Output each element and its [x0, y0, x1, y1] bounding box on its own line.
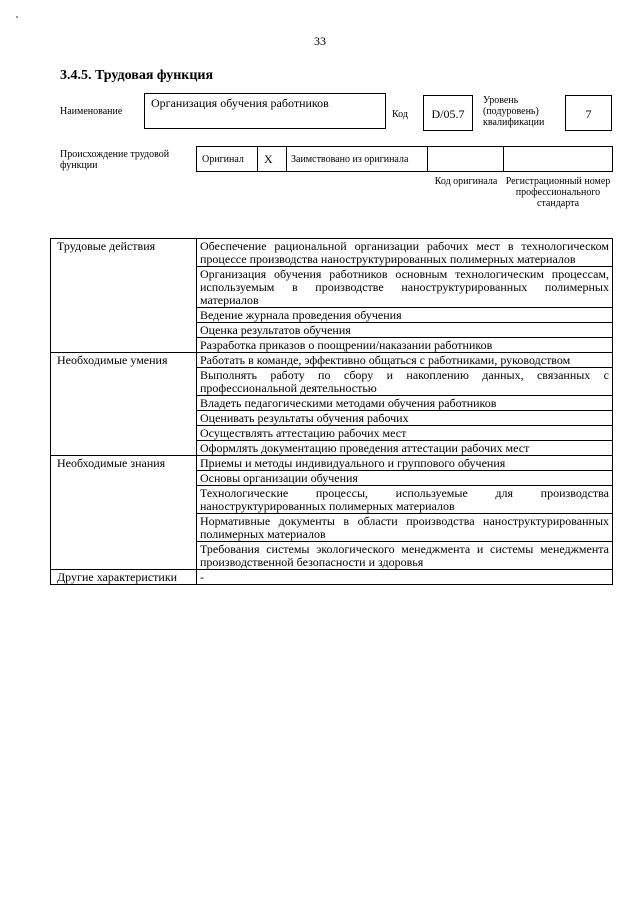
item-cell: Организация обучения работников основным технологическим процессам, используемым в производстве наноструктурированных полимерных материалов — [197, 267, 613, 308]
level-value-box — [565, 95, 612, 131]
table-row — [51, 239, 613, 267]
item-cell: Требования системы экологического менеджмента и системы менеджмента производственной безопасности и здоровья — [197, 542, 613, 570]
origin-divider-1 — [257, 146, 258, 172]
category-cell: Трудовые действия — [51, 239, 197, 353]
item-cell: Основы организации обучения — [197, 471, 613, 486]
origin-divider-4 — [503, 146, 504, 172]
item-cell: Нормативные документы в области производства наноструктурированных полимерных материалов — [197, 514, 613, 542]
table-row — [51, 353, 613, 368]
category-cell: Необходимые знания — [51, 456, 197, 570]
item-cell: Оценивать результаты обучения рабочих — [197, 411, 613, 426]
item-cell: Оценка результатов обучения — [197, 323, 613, 338]
original-mark: X — [264, 152, 273, 166]
item-cell: Приемы и методы индивидуального и группового обучения — [197, 456, 613, 471]
category-cell: Необходимые умения — [51, 353, 197, 456]
level-value: 7 — [585, 107, 592, 121]
origin-label: Происхождение трудовой функции — [60, 149, 170, 171]
origin-divider-2 — [286, 146, 287, 172]
item-cell: - — [197, 570, 613, 585]
item-cell: Обеспечение рациональной организации рабочих мест в технологическом процессе производства наноструктурированных полимерных материалов — [197, 239, 613, 267]
item-cell: Осуществлять аттестацию рабочих мест — [197, 426, 613, 441]
code-original-caption: Код оригинала — [434, 176, 498, 187]
origin-divider-3 — [427, 146, 428, 172]
function-table — [50, 238, 613, 585]
code-value-box — [423, 95, 473, 131]
table-row — [51, 456, 613, 471]
item-cell: Разработка приказов о поощрении/наказании работников — [197, 338, 613, 353]
item-cell: Выполнять работу по сбору и накоплению данных, связанных с профессиональной деятельностью — [197, 368, 613, 396]
reg-number-caption: Регистрационный номер профессионального стандарта — [505, 176, 611, 209]
item-cell: Ведение журнала проведения обучения — [197, 308, 613, 323]
item-cell: Технологические процессы, используемые для производства наноструктурированных полимерных материалов — [197, 486, 613, 514]
page-number: 33 — [314, 34, 326, 48]
code-value: D/05.7 — [431, 107, 465, 121]
section-title: 3.4.5. Трудовая функция — [60, 68, 214, 83]
code-label: Код — [392, 109, 408, 120]
item-cell: Работать в команде, эффективно общаться с работниками, руководством — [197, 353, 613, 368]
level-label: Уровень (подуровень) квалификации — [483, 95, 545, 128]
item-cell: Владеть педагогическими методами обучения работников — [197, 396, 613, 411]
name-value-box — [144, 93, 386, 129]
original-label: Оригинал — [202, 154, 244, 165]
scan-mark — [16, 16, 18, 18]
table-row — [51, 570, 613, 585]
name-value: Организация обучения работников — [151, 96, 329, 110]
borrowed-label: Заимствовано из оригинала — [291, 154, 409, 165]
name-label: Наименование — [60, 106, 123, 117]
category-cell: Другие характеристики — [51, 570, 197, 585]
item-cell: Оформлять документацию проведения аттестации рабочих мест — [197, 441, 613, 456]
